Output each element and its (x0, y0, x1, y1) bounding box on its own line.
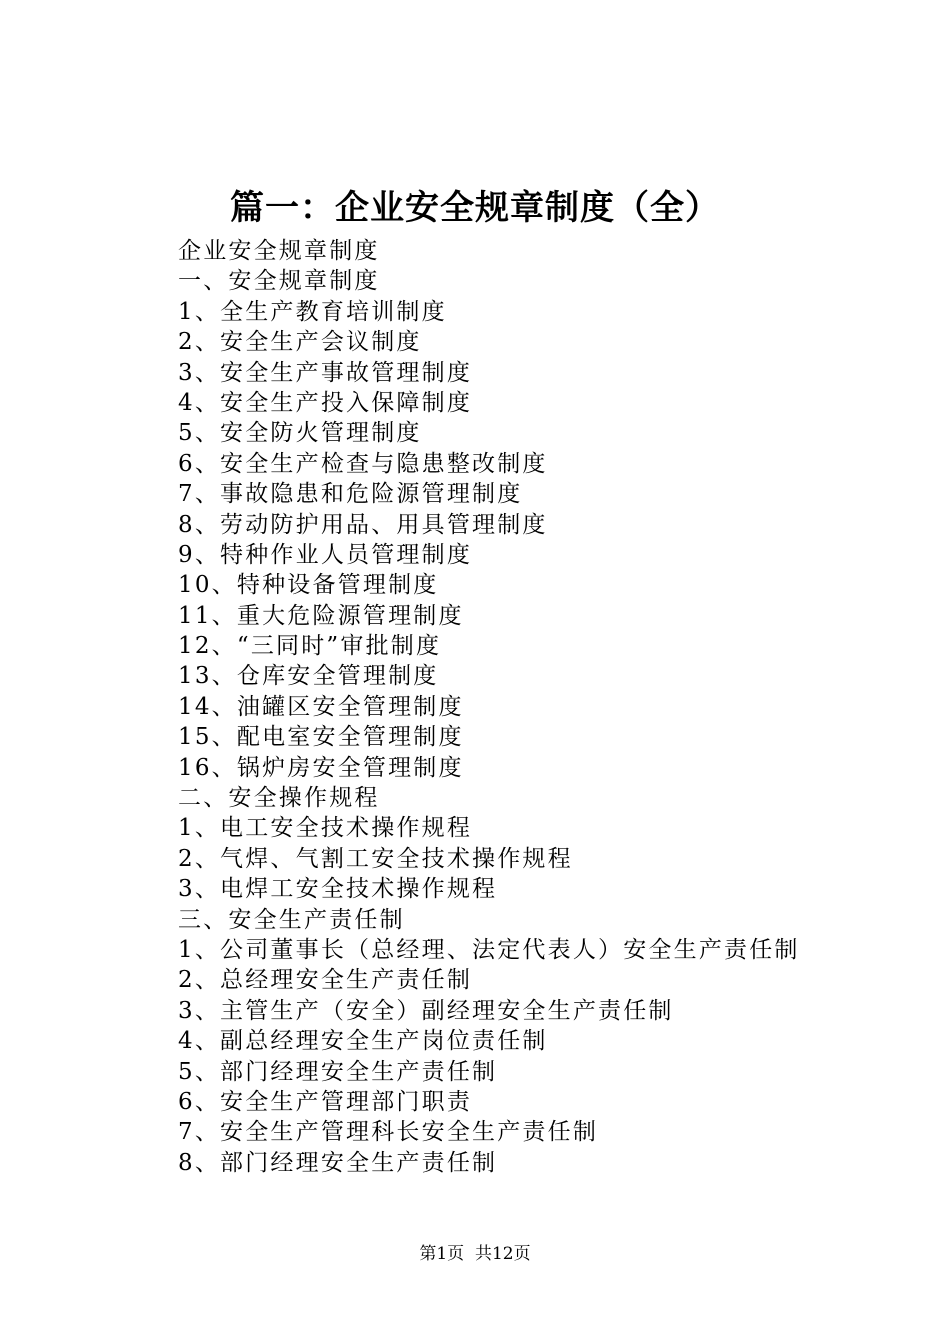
body-line: 1、公司董事长（总经理、法定代表人）安全生产责任制 (178, 936, 800, 963)
body-line: 11、重大危险源管理制度 (178, 602, 464, 629)
document-body (178, 236, 918, 1178)
body-line: 15、配电室安全管理制度 (178, 724, 464, 751)
body-line: 13、仓库安全管理制度 (178, 663, 439, 690)
body-line: 3、安全生产事故管理制度 (178, 359, 473, 386)
body-line: 4、安全生产投入保障制度 (178, 389, 473, 416)
body-line: 3、主管生产（安全）副经理安全生产责任制 (178, 997, 674, 1024)
body-line: 12、“三同时”审批制度 (178, 633, 442, 660)
body-line: 4、副总经理安全生产岗位责任制 (178, 1028, 548, 1055)
body-line: 7、事故隐患和危险源管理制度 (178, 481, 523, 508)
body-line: 14、油罐区安全管理制度 (178, 693, 464, 720)
body-line: 3、电焊工安全技术操作规程 (178, 876, 498, 903)
body-line: 一、安全规章制度 (178, 268, 380, 295)
body-line: 二、安全操作规程 (178, 785, 380, 812)
body-line: 企业安全规章制度 (178, 238, 380, 264)
page-footer (0, 1240, 950, 1268)
page-number: 第1页 共12页 (419, 1244, 531, 1264)
body-line: 16、锅炉房安全管理制度 (178, 754, 464, 781)
body-line: 8、部门经理安全生产责任制 (178, 1149, 498, 1176)
body-line: 9、特种作业人员管理制度 (178, 541, 473, 568)
document-title: 篇一：企业安全规章制度（全） (230, 188, 720, 228)
body-line: 5、安全防火管理制度 (178, 420, 422, 447)
body-line: 5、部门经理安全生产责任制 (178, 1058, 498, 1085)
body-line: 1、电工安全技术操作规程 (178, 815, 473, 842)
body-line: 7、安全生产管理科长安全生产责任制 (178, 1119, 599, 1146)
body-line: 2、气焊、气割工安全技术操作规程 (178, 845, 573, 872)
body-line: 三、安全生产责任制 (178, 906, 405, 933)
body-line: 2、安全生产会议制度 (178, 329, 422, 356)
body-line: 1、全生产教育培训制度 (178, 298, 447, 325)
body-line: 6、安全生产检查与隐患整改制度 (178, 450, 548, 477)
body-line: 6、安全生产管理部门职责 (178, 1088, 473, 1115)
body-line: 2、总经理安全生产责任制 (178, 967, 473, 994)
body-line: 8、劳动防护用品、用具管理制度 (178, 511, 548, 538)
body-line: 10、特种设备管理制度 (178, 572, 439, 599)
